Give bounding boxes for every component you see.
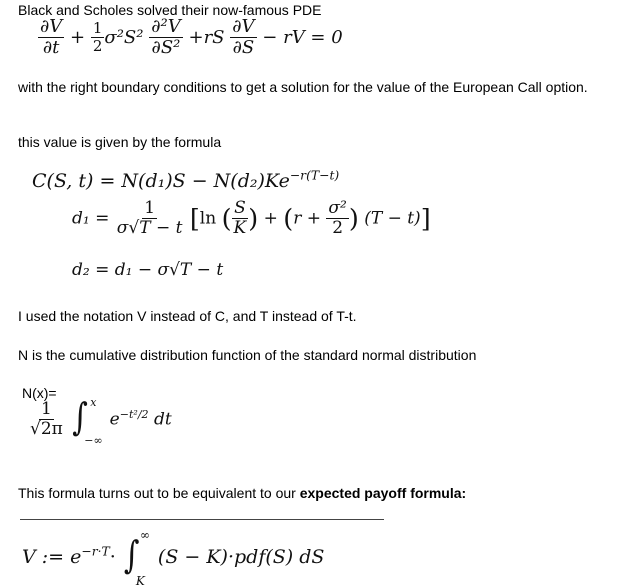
pde-half: $\frac{1}{2}$: [92, 19, 103, 55]
d1-s-over-k: $\frac{S}{K}$: [233, 198, 247, 238]
n-description: N is the cumulative distribution function of the standard normal distribution: [18, 347, 477, 363]
formula-d2: d₂ = d₁ − σ√T − t: [72, 260, 224, 280]
notation-text: I used the notation V instead of C, and T instead of T-t.: [18, 308, 357, 324]
d1-prefactor: $\frac{1}{\sigma√T - t}$: [116, 198, 183, 238]
d1-r: r +: [293, 208, 321, 229]
boundary-text: with the right boundary conditions to get a solution for the value of the European Call option.: [18, 79, 588, 95]
intro-text: Black and Scholes solved their now-famous PDE: [18, 2, 322, 18]
d1-tail: (T − t): [364, 208, 421, 229]
n-label: N(x)=: [22, 385, 57, 401]
formula-d1: d₁ = $\frac{1}{\sigma√T - t}$ [ln ( $\frac{S}{K}$ ) + (r + $\frac{\text{σ²}}{2}$ ) (T − t)]: [72, 198, 431, 238]
d1-plus: +: [263, 208, 278, 229]
pde-d2v-ds2: $\frac{\text{∂²V}}{\text{∂S²}}$: [151, 16, 181, 58]
formula-c: [32, 170, 339, 192]
n-prefactor: $\frac{1}{√2\pi}$: [30, 399, 63, 440]
equivalence-bold: expected payoff formula:: [299, 485, 467, 501]
formula-payoff: [22, 528, 325, 588]
formula-n: [28, 395, 172, 447]
divider: [20, 519, 384, 520]
pde-sigma2s2: σ²S²: [104, 26, 144, 48]
d1-sigma-half: $\frac{\text{σ²}}{2}$: [328, 198, 347, 238]
formula-c-exponent: −r(T−t): [289, 168, 340, 183]
n-integral: ∫ x −∞: [72, 395, 103, 447]
pde-dv-dt: $\frac{\partial V}{\partial t}$: [40, 16, 63, 58]
formula-c-main: C(S, t) = N(d₁)S − N(d₂)Ke: [32, 170, 290, 192]
pde-formula: [38, 18, 343, 58]
pde-rs: +rS: [188, 26, 225, 48]
d1-lhs: d₁ =: [72, 208, 110, 229]
equivalence-prefix: This formula turns out to be equivalent to our: [18, 485, 300, 501]
pde-dv-ds: $\frac{\partial V}{\partial S}$: [232, 16, 255, 58]
payoff-integral: ∫ ∞ K: [123, 528, 150, 588]
pde-plus: +: [70, 26, 86, 48]
payoff-lhs: V := e: [22, 546, 82, 568]
d1-ln: ln: [199, 208, 217, 229]
payoff-body: (S − K)·pdf(S) dS: [157, 546, 325, 568]
n-e: e: [109, 409, 120, 430]
equivalence-text: [18, 485, 466, 502]
payoff-dot: ·: [109, 546, 116, 568]
n-exponent: −t²/2: [119, 407, 149, 421]
payoff-exponent: −r·T: [81, 544, 110, 559]
n-dt: dt: [153, 409, 172, 430]
pde-tail: − rV = 0: [262, 26, 343, 48]
value-intro: this value is given by the formula: [18, 134, 222, 150]
